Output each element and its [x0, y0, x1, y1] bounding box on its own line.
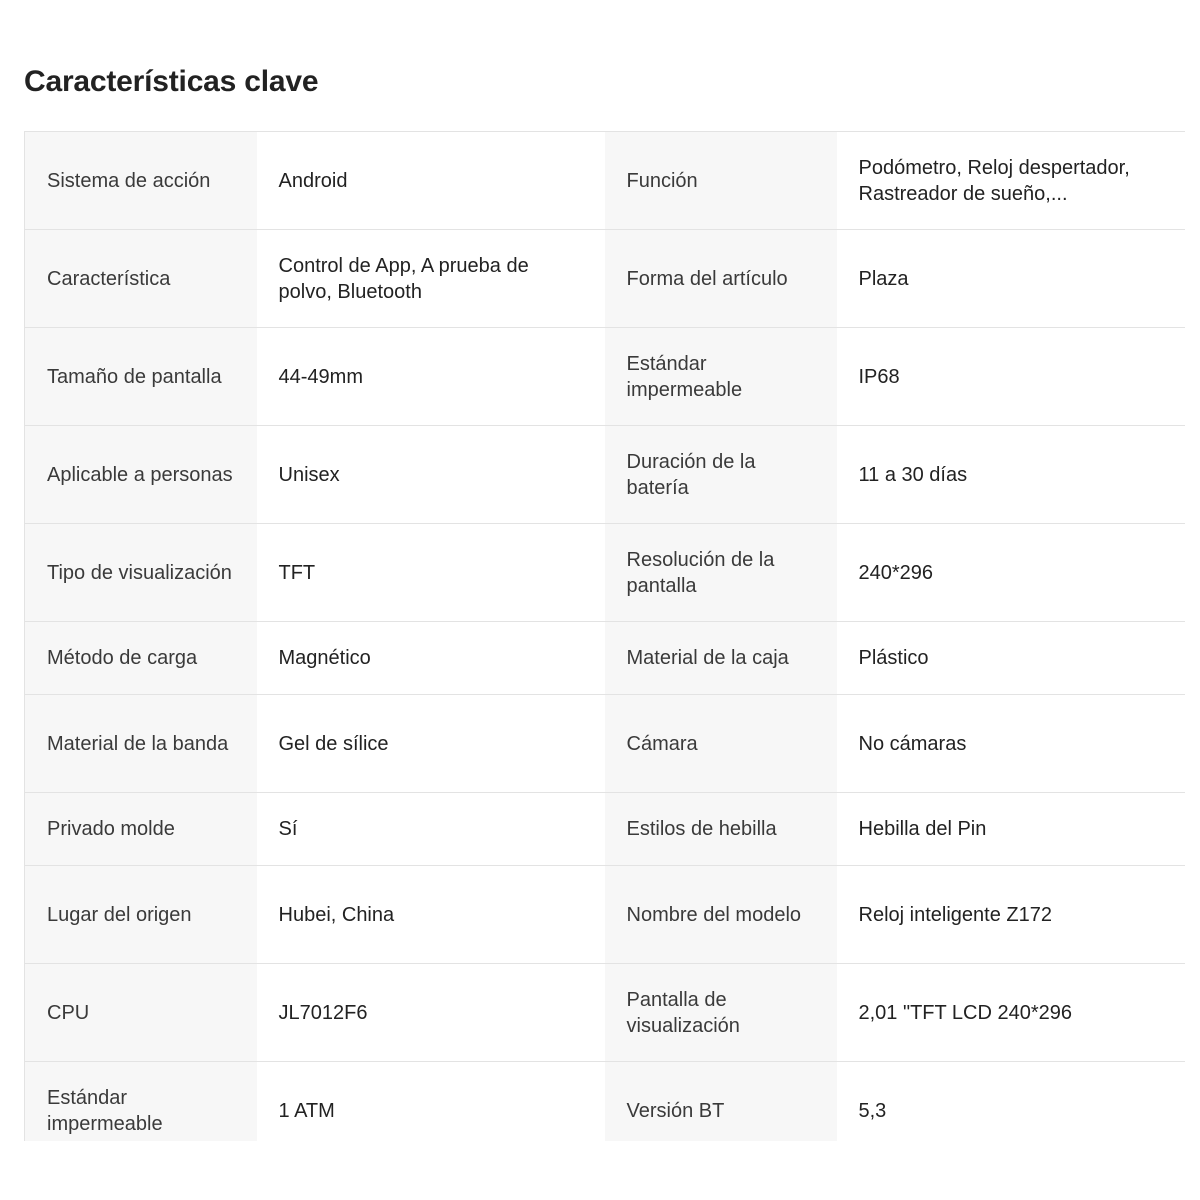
spec-row [25, 426, 1186, 524]
spec-label: Sistema de acción [25, 132, 257, 230]
spec-value: JL7012F6 [257, 964, 605, 1062]
spec-value: Magnético [257, 622, 605, 695]
spec-label: Función [605, 132, 837, 230]
spec-label: Característica [25, 230, 257, 328]
section-title: Características clave [24, 65, 319, 98]
spec-row [25, 132, 1186, 230]
spec-label: Método de carga [25, 622, 257, 695]
spec-value: 1 ATM [257, 1062, 605, 1142]
spec-value: Plaza [837, 230, 1186, 328]
spec-label: Tamaño de pantalla [25, 328, 257, 426]
spec-row [25, 1062, 1186, 1142]
spec-label: Nombre del modelo [605, 866, 837, 964]
spec-row [25, 622, 1186, 695]
spec-label: Lugar del origen [25, 866, 257, 964]
spec-label: Versión BT [605, 1062, 837, 1142]
spec-row [25, 328, 1186, 426]
spec-label: Estándar impermeable [605, 328, 837, 426]
spec-row [25, 866, 1186, 964]
spec-value: Reloj inteligente Z172 [837, 866, 1186, 964]
spec-value: Sí [257, 793, 605, 866]
spec-row [25, 793, 1186, 866]
spec-value: TFT [257, 524, 605, 622]
spec-label: Pantalla de visualización [605, 964, 837, 1062]
spec-label: Cámara [605, 695, 837, 793]
spec-value: 240*296 [837, 524, 1186, 622]
spec-label: Material de la banda [25, 695, 257, 793]
spec-label: Estilos de hebilla [605, 793, 837, 866]
spec-value: Plástico [837, 622, 1186, 695]
spec-label: Resolución de la pantalla [605, 524, 837, 622]
spec-label: Material de la caja [605, 622, 837, 695]
spec-label: CPU [25, 964, 257, 1062]
spec-label: Forma del artículo [605, 230, 837, 328]
spec-value: Android [257, 132, 605, 230]
spec-table [24, 131, 1185, 1141]
spec-row [25, 964, 1186, 1062]
spec-value: Control de App, A prueba de polvo, Bluetooth [257, 230, 605, 328]
spec-value: Unisex [257, 426, 605, 524]
spec-value: 44-49mm [257, 328, 605, 426]
spec-row [25, 230, 1186, 328]
spec-value: Gel de sílice [257, 695, 605, 793]
spec-value: 11 a 30 días [837, 426, 1186, 524]
spec-value: Hubei, China [257, 866, 605, 964]
spec-label: Aplicable a personas [25, 426, 257, 524]
spec-label: Estándar impermeable [25, 1062, 257, 1142]
spec-label: Tipo de visualización [25, 524, 257, 622]
spec-value: Podómetro, Reloj despertador, Rastreador de sueño,... [837, 132, 1186, 230]
spec-row [25, 695, 1186, 793]
spec-label: Duración de la batería [605, 426, 837, 524]
spec-label: Privado molde [25, 793, 257, 866]
spec-table-container [24, 131, 1185, 1141]
spec-value: Hebilla del Pin [837, 793, 1186, 866]
spec-value: IP68 [837, 328, 1186, 426]
spec-row [25, 524, 1186, 622]
spec-value: 5,3 [837, 1062, 1186, 1142]
spec-value: No cámaras [837, 695, 1186, 793]
spec-value: 2,01 "TFT LCD 240*296 [837, 964, 1186, 1062]
